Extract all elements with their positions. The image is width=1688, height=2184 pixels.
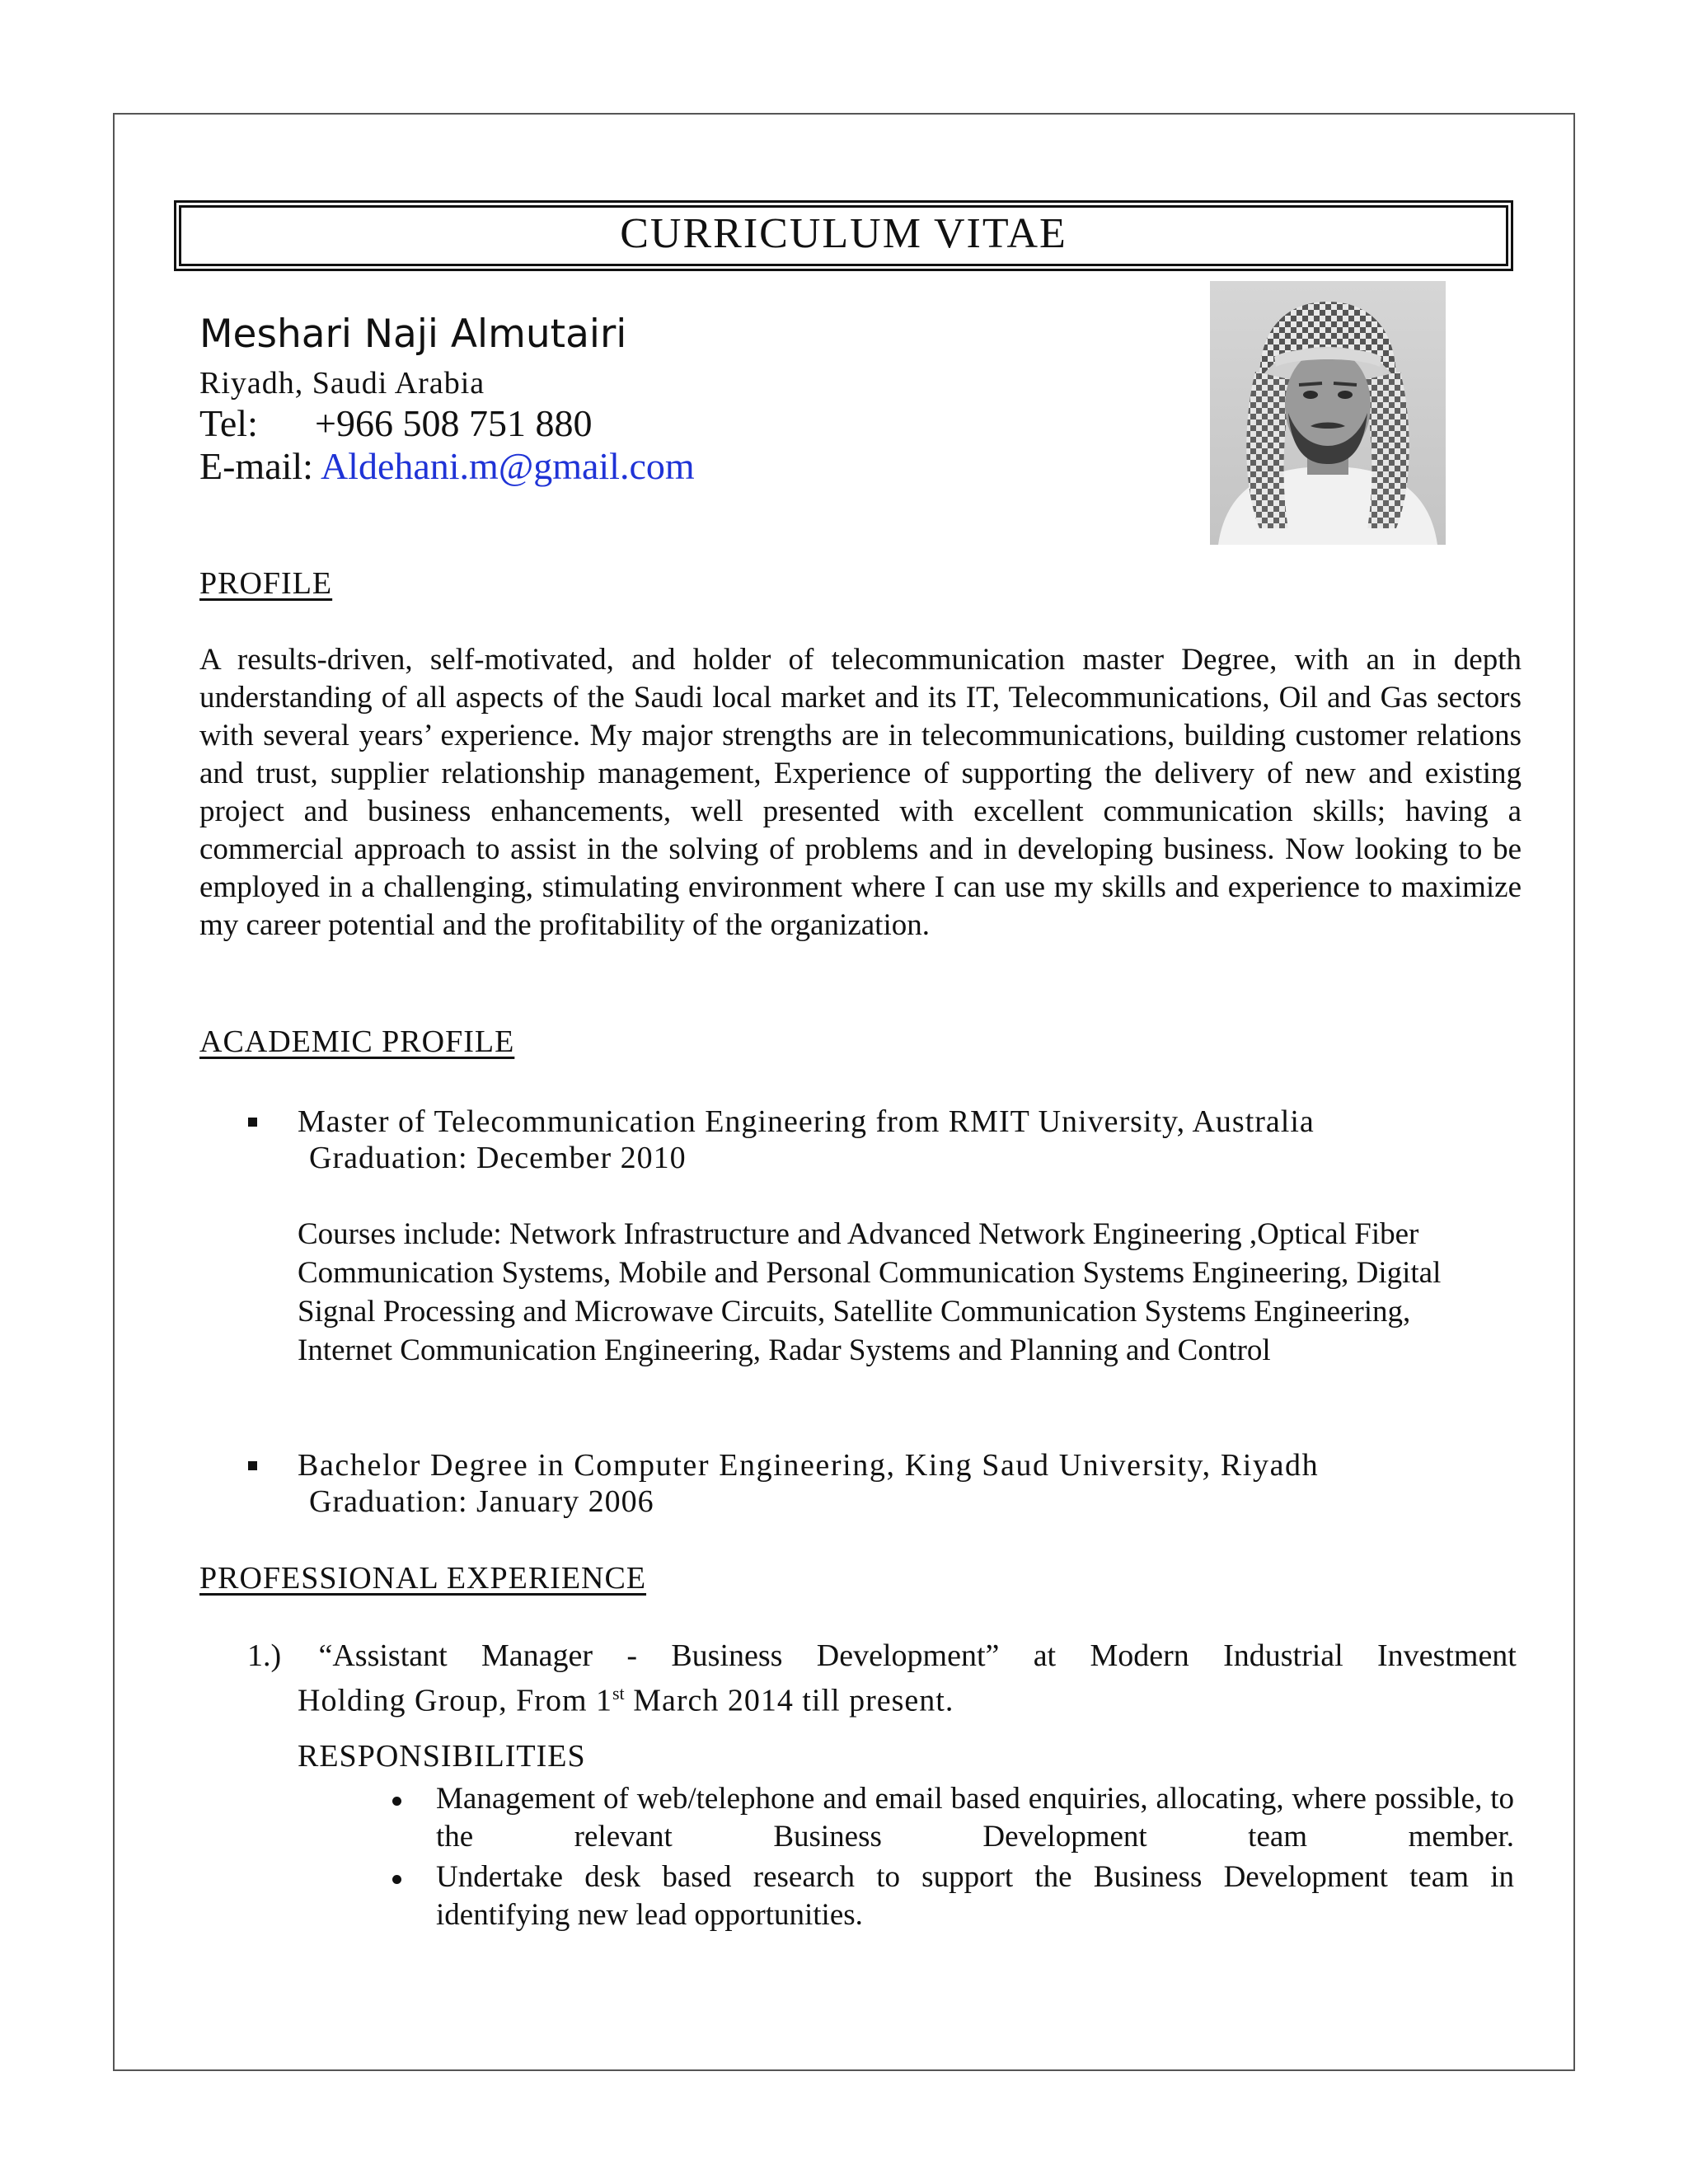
- job-title-word: Business: [671, 1638, 783, 1673]
- title-box: [174, 200, 1513, 271]
- location: Riyadh, Saudi Arabia: [199, 366, 485, 401]
- bullet-dot-icon: [392, 1875, 401, 1884]
- bullet-dot-icon: [392, 1797, 401, 1806]
- bachelor-graduation: Graduation: January 2006: [309, 1484, 654, 1519]
- email-link[interactable]: Aldehani.m@gmail.com: [320, 445, 695, 487]
- responsibilities-heading: RESPONSIBILITIES: [298, 1739, 586, 1774]
- job-title-word: at: [1033, 1638, 1057, 1673]
- bullet-square-icon: [248, 1118, 257, 1127]
- job-number: 1.): [247, 1638, 282, 1673]
- ordinal-suffix: st: [612, 1683, 625, 1704]
- job-entry: [247, 1637, 1517, 1720]
- profile-text: A results-driven, self-motivated, and holder of telecommunication master Degree, with an in depth understanding of all aspects of the Saudi local market and its IT, Telecommunications, Oil and Gas sectors with several years’ experience. My major strengths are in telecommunications, building customer relations and trust, supplier relationship management, Experience of supporting the delivery of new and existing project and business enhancements, well presented with excellent communication skills; having a commercial approach to assist in the solving of problems and in developing business. Now looking to be employed in a challenging, stimulating environment where I can use my skills and experience to maximize my career potential and the profitability of the organization.: [199, 643, 1522, 942]
- responsibility-item: [436, 1780, 1514, 1856]
- job-employer: Holding Group, From 1: [298, 1683, 612, 1718]
- profile-photo-image: [1210, 281, 1446, 545]
- document-title: CURRICULUM VITAE: [620, 210, 1067, 257]
- master-courses: Courses include: Network Infrastructure and Advanced Network Engineering ,Optical Fiber Communication Systems, Mobile and Personal Communication Systems Engineering, Digital Signal Processing and Microwave Circuits, Satellite Communication Systems Engineering, Internet Communication Engineering, Radar Systems and Planning and Control: [298, 1217, 1442, 1367]
- tel-label: Tel:: [199, 402, 258, 444]
- experience-heading: PROFESSIONAL EXPERIENCE: [199, 1561, 647, 1596]
- profile-heading: PROFILE: [199, 566, 333, 601]
- job-title-word: “Assistant: [318, 1638, 448, 1673]
- email: [199, 443, 695, 490]
- job-title-line: [247, 1637, 1517, 1675]
- email-label: E-mail:: [199, 445, 313, 487]
- job-title-word: Investment: [1377, 1638, 1517, 1673]
- telephone: [199, 401, 592, 447]
- job-title-word: Manager: [481, 1638, 593, 1673]
- academic-heading: ACADEMIC PROFILE: [199, 1024, 515, 1059]
- job-employer-line: [247, 1675, 1517, 1720]
- responsibility-text: Undertake desk based research to support the Business Development team in identifying new lead opportunities.: [436, 1860, 1514, 1932]
- profile-photo: [1210, 281, 1446, 545]
- master-graduation: Graduation: December 2010: [309, 1141, 687, 1175]
- job-title-word: -: [626, 1638, 638, 1673]
- tel-number: +966 508 751 880: [315, 402, 593, 444]
- master-degree: Master of Telecommunication Engineering from RMIT University, Australia: [298, 1104, 1315, 1139]
- job-title-word: Modern: [1090, 1638, 1189, 1673]
- job-title-word: Development”: [816, 1638, 1000, 1673]
- responsibility-item: [436, 1858, 1514, 1934]
- bullet-square-icon: [248, 1461, 257, 1470]
- responsibility-text: Management of web/telephone and email based enquiries, allocating, where possible, to the relevant Business Development team member.: [436, 1782, 1514, 1854]
- candidate-name: Meshari Naji Almutairi: [199, 312, 627, 357]
- bachelor-degree: Bachelor Degree in Computer Engineering, King Saud University, Riyadh: [298, 1448, 1320, 1483]
- job-title-word: Industrial: [1223, 1638, 1343, 1673]
- job-period: March 2014 till present.: [624, 1683, 954, 1718]
